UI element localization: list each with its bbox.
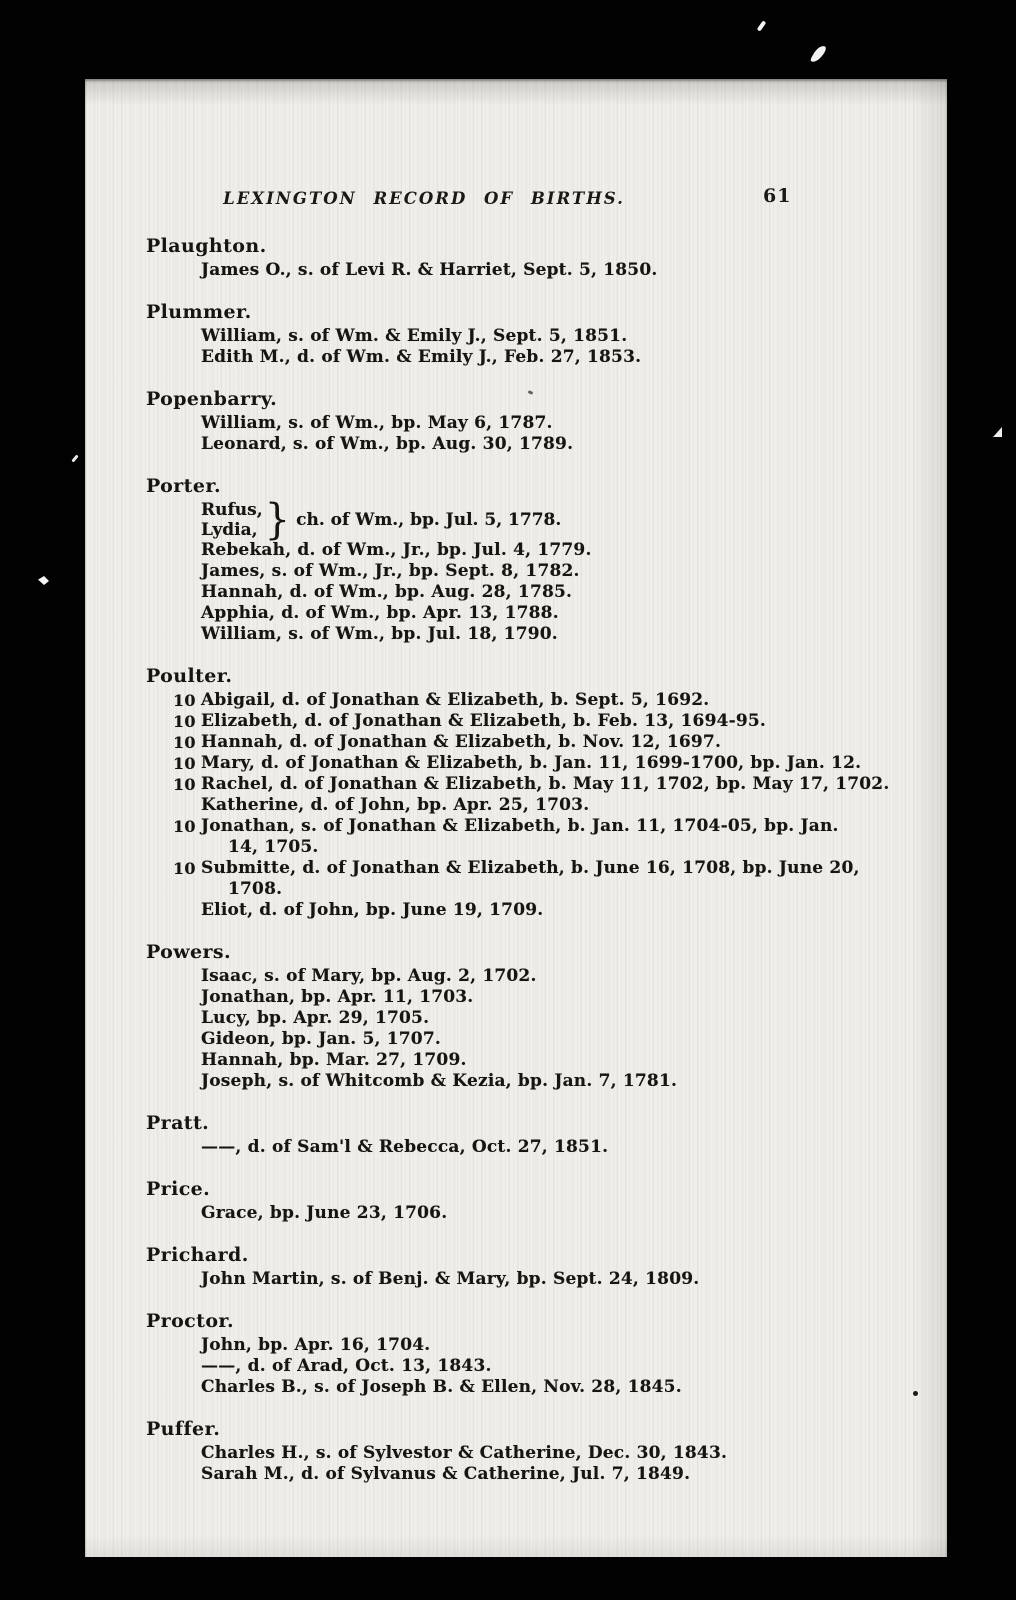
entry-text: Jonathan, bp. Apr. 11, 1703.	[201, 987, 474, 1007]
entry-text: Grace, bp. June 23, 1706.	[201, 1203, 448, 1223]
entry-text: Leonard, s. of Wm., bp. Aug. 30, 1789.	[201, 434, 574, 454]
birth-entry	[85, 603, 947, 624]
entry-text: William, s. of Wm., bp. Jul. 18, 1790.	[201, 624, 558, 644]
record-section	[85, 1243, 947, 1290]
birth-entry	[85, 753, 947, 774]
brace-icon: }	[264, 495, 291, 545]
birth-entry	[85, 1137, 947, 1158]
entry-text: Abigail, d. of Jonathan & Elizabeth, b. Sept. 5, 1692.	[201, 690, 710, 710]
entry-text: Isaac, s. of Mary, bp. Aug. 2, 1702.	[201, 966, 537, 986]
generation-number: 10	[173, 733, 196, 752]
generation-number: 10	[173, 775, 196, 794]
scan-speck-left-edge	[71, 454, 78, 462]
birth-entry	[85, 413, 947, 434]
birth-entry	[85, 987, 947, 1008]
surname-heading: Powers.	[146, 941, 232, 963]
surname-heading: Poulter.	[146, 665, 233, 687]
birth-entry	[85, 561, 947, 582]
record-section	[85, 1309, 947, 1398]
entry-text: Charles B., s. of Joseph B. & Ellen, Nov. 28, 1845.	[201, 1377, 682, 1397]
entry-text: Edith M., d. of Wm. & Emily J., Feb. 27, 1853.	[201, 347, 642, 367]
entry-text: Hannah, d. of Wm., bp. Aug. 28, 1785.	[201, 582, 573, 602]
entry-text: Rebekah, d. of Wm., Jr., bp. Jul. 4, 1779.	[201, 540, 592, 560]
surname-heading: Pratt.	[146, 1112, 210, 1134]
braced-name: Rufus,	[201, 500, 263, 520]
birth-entry	[85, 1071, 947, 1092]
generation-number: 10	[173, 712, 196, 731]
birth-entry	[85, 434, 947, 455]
record-section	[85, 664, 947, 921]
birth-entry	[85, 540, 947, 561]
entry-text: Sarah M., d. of Sylvanus & Catherine, Jul. 7, 1849.	[201, 1464, 691, 1484]
entry-text: William, s. of Wm. & Emily J., Sept. 5, 1851.	[201, 326, 628, 346]
record-section	[85, 940, 947, 1092]
birth-entry	[85, 966, 947, 987]
entry-text: Jonathan, s. of Jonathan & Elizabeth, b. Jan. 11, 1704-05, bp. Jan.	[201, 816, 839, 836]
entry-text: Elizabeth, d. of Jonathan & Elizabeth, b. Feb. 13, 1694-95.	[201, 711, 767, 731]
entry-text: James, s. of Wm., Jr., bp. Sept. 8, 1782.	[201, 561, 580, 581]
generation-number: 10	[173, 691, 196, 710]
entry-text: 1708.	[228, 879, 283, 899]
generation-number: 10	[173, 859, 196, 878]
birth-entry	[85, 732, 947, 753]
birth-entry	[85, 837, 947, 858]
birth-entry	[85, 1335, 947, 1356]
birth-entry	[85, 1203, 947, 1224]
birth-entry	[85, 1008, 947, 1029]
generation-number: 10	[173, 817, 196, 836]
entry-text: Hannah, d. of Jonathan & Elizabeth, b. Nov. 12, 1697.	[201, 732, 722, 752]
entry-text: William, s. of Wm., bp. May 6, 1787.	[201, 413, 553, 433]
entry-text: Charles H., s. of Sylvestor & Catherine, Dec. 30, 1843.	[201, 1443, 728, 1463]
entry-text: ch. of Wm., bp. Jul. 5, 1778.	[296, 510, 562, 530]
record-section	[85, 387, 947, 455]
entry-text: Hannah, bp. Mar. 27, 1709.	[201, 1050, 467, 1070]
entry-text: Rachel, d. of Jonathan & Elizabeth, b. May 11, 1702, bp. May 17, 1702.	[201, 774, 890, 794]
birth-entry	[85, 711, 947, 732]
surname-heading: Porter.	[146, 475, 222, 497]
entry-text: Submitte, d. of Jonathan & Elizabeth, b. June 16, 1708, bp. June 20,	[201, 858, 860, 878]
entry-text: Gideon, bp. Jan. 5, 1707.	[201, 1029, 441, 1049]
record-section	[85, 300, 947, 368]
birth-entry	[85, 1377, 947, 1398]
entry-text: Joseph, s. of Whitcomb & Kezia, bp. Jan. 7, 1781.	[201, 1071, 678, 1091]
birth-entry	[85, 900, 947, 921]
generation-number: 10	[173, 754, 196, 773]
entry-text: Eliot, d. of John, bp. June 19, 1709.	[201, 900, 544, 920]
birth-entry	[85, 795, 947, 816]
entry-text: Lucy, bp. Apr. 29, 1705.	[201, 1008, 430, 1028]
record-section	[85, 1111, 947, 1158]
entry-text: ——, d. of Arad, Oct. 13, 1843.	[201, 1356, 492, 1376]
birth-records-list	[85, 234, 947, 1504]
entry-text: John, bp. Apr. 16, 1704.	[201, 1335, 431, 1355]
record-section	[85, 234, 947, 281]
birth-entry	[85, 260, 947, 281]
surname-heading: Plaughton.	[146, 235, 267, 257]
birth-entry	[85, 1464, 947, 1485]
entry-text: Apphia, d. of Wm., bp. Apr. 13, 1788.	[201, 603, 559, 623]
record-section	[85, 1177, 947, 1224]
surname-heading: Popenbarry.	[146, 388, 278, 410]
page-title: LEXINGTON RECORD OF BIRTHS.	[223, 189, 625, 208]
birth-entry	[85, 1029, 947, 1050]
ink-dot	[913, 1391, 918, 1396]
birth-entry	[85, 624, 947, 645]
birth-entry	[85, 879, 947, 900]
birth-entry	[85, 774, 947, 795]
birth-entry	[85, 347, 947, 368]
entry-text: Mary, d. of Jonathan & Elizabeth, b. Jan. 11, 1699-1700, bp. Jan. 12.	[201, 753, 862, 773]
birth-entry	[85, 858, 947, 879]
scan-speck-flag	[810, 45, 828, 64]
birth-entry	[85, 1050, 947, 1071]
book-page	[85, 79, 947, 1557]
surname-heading: Proctor.	[146, 1310, 235, 1332]
entry-text: ——, d. of Sam'l & Rebecca, Oct. 27, 1851.	[201, 1137, 609, 1157]
surname-heading: Prichard.	[146, 1244, 249, 1266]
surname-heading: Price.	[146, 1178, 211, 1200]
birth-entry	[85, 582, 947, 603]
record-section	[85, 474, 947, 645]
birth-entry	[85, 816, 947, 837]
entry-text: 14, 1705.	[228, 837, 319, 857]
braced-name: Lydia,	[201, 520, 258, 540]
birth-entry	[85, 1269, 947, 1290]
braced-entry	[85, 495, 947, 545]
scan-speck-right-edge	[993, 427, 1002, 437]
surname-heading: Puffer.	[146, 1418, 221, 1440]
birth-entry	[85, 1356, 947, 1377]
record-section	[85, 1417, 947, 1485]
scan-speck-top	[757, 20, 767, 31]
entry-text: James O., s. of Levi R. & Harriet, Sept. 5, 1850.	[201, 260, 658, 280]
birth-entry	[85, 690, 947, 711]
birth-entry	[85, 1443, 947, 1464]
page-number: 61	[763, 185, 792, 207]
surname-heading: Plummer.	[146, 301, 252, 323]
birth-entry	[85, 326, 947, 347]
entry-text: John Martin, s. of Benj. & Mary, bp. Sept. 24, 1809.	[201, 1269, 700, 1289]
scan-speck-left-lower	[38, 576, 49, 585]
entry-text: Katherine, d. of John, bp. Apr. 25, 1703.	[201, 795, 590, 815]
braced-names	[201, 500, 263, 540]
